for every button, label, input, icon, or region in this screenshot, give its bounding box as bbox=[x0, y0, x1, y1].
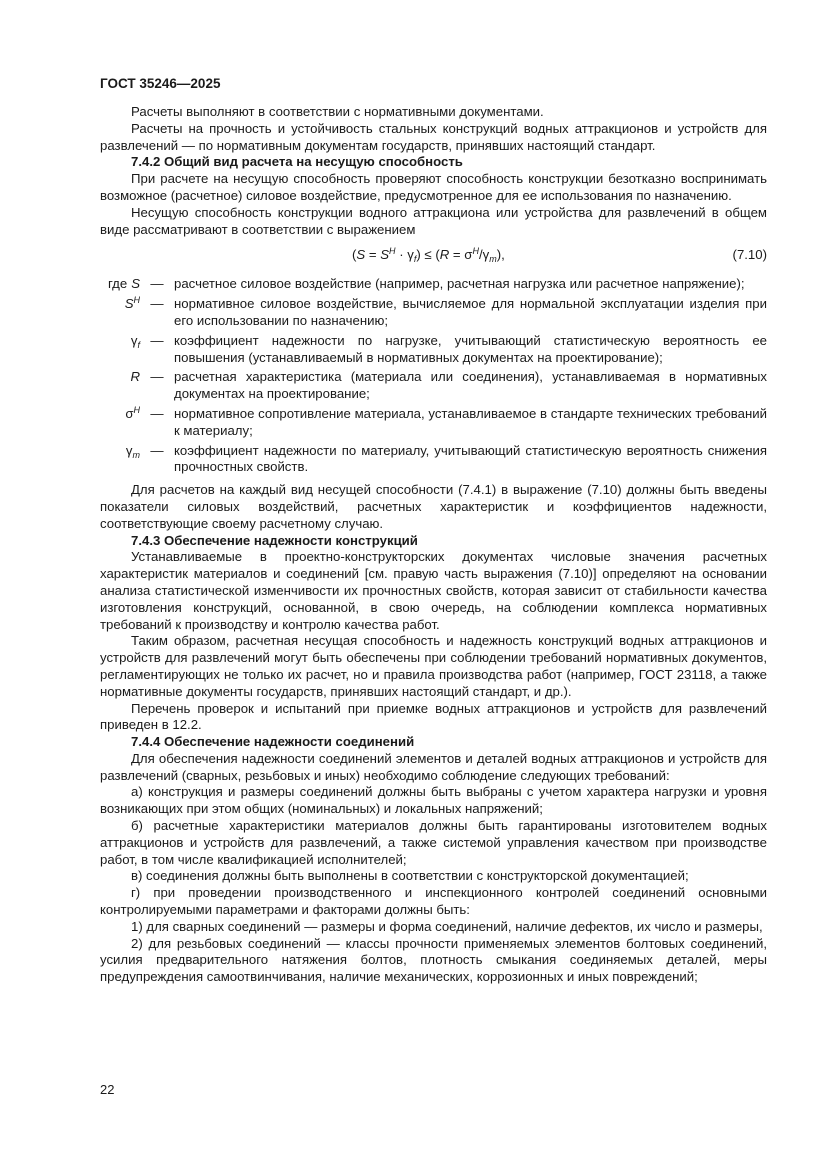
list-item: г) при проведении производственного и инспекционного контролей соединений основными контролируемыми параметрами и факторами должны быть: bbox=[100, 885, 767, 918]
definition-dash: — bbox=[150, 405, 164, 421]
symbol: γ bbox=[130, 332, 138, 348]
definition-dash: — bbox=[150, 332, 164, 348]
section-heading-7-4-3: 7.4.3 Обеспечение надежности конструкций bbox=[131, 532, 418, 548]
definition-dash: — bbox=[150, 442, 164, 458]
symbol: S bbox=[124, 296, 134, 312]
paragraph: Для обеспечения надежности соединений элементов и деталей водных аттракционов и устройств для развлечений (сварных, резьбовых и иных) необходимо соблюдение следующих требований: bbox=[100, 750, 767, 783]
paragraph: Для расчетов на каждый вид несущей способности (7.4.1) в выражение (7.10) должны быть введены показатели силовых воздействий, расчетных характеристик и коэффициентов надежности, соответствующие своему расчетному случаю. bbox=[100, 482, 767, 531]
symbol-definition-row bbox=[100, 296, 767, 330]
paragraph: Перечень проверок и испытаний при приемке водных аттракционов и устройств для развлечений приведен в 12.2. bbox=[100, 700, 767, 733]
paragraph: Устанавливаемые в проектно-конструкторских документах числовые значения расчетных характеристик материалов и соединений [см. правую часть выражения (7.10)] определяют на основании анализа статистической изменчивости их прочностных свойств, которая зависит от стабильности качества изготовления конструкций, основанной, в свою очередь, на соблюдении комплекса нормативных требований к производству и контролю качества работ. bbox=[100, 549, 767, 632]
paragraph: Несущую способность конструкции водного аттракциона или устройства для развлечений в общем виде рассматривают в соответствии с выражением bbox=[100, 204, 767, 237]
symbol-description: коэффициент надежности по нагрузке, учитывающий статистическую вероятность ее повышения (устанавливаемый в нормативных документах на проектирование); bbox=[174, 332, 767, 365]
formula-expression: $(S = S^H \cdot \gamma_f) \le (R = \sigma^H/\gamma_m)$, bbox=[352, 246, 505, 265]
section-heading-7-4-4: 7.4.4 Обеспечение надежности соединений bbox=[131, 734, 415, 750]
paragraph: При расчете на несущую способность проверяют способность конструкции безотказно воспринимать возможное (расчетное) силовое воздействие, предусмотренное для ее использования по назначению. bbox=[100, 171, 767, 203]
symbol-label bbox=[100, 333, 140, 367]
symbol-description: коэффициент надежности по материалу, учитывающий статистическую вероятность снижения прочностных свойств. bbox=[174, 442, 767, 475]
symbol-subscript: f bbox=[137, 339, 140, 350]
definition-dash: — bbox=[150, 369, 164, 385]
symbol: S bbox=[131, 276, 140, 292]
definition-dash: — bbox=[150, 296, 164, 312]
symbol-description: расчетное силовое воздействие (например, расчетная нагрузка или расчетное напряжение); bbox=[174, 276, 745, 292]
symbol-label bbox=[100, 406, 140, 440]
symbol-label bbox=[100, 296, 140, 330]
definition-dash: — bbox=[150, 276, 164, 292]
list-item: а) конструкция и размеры соединений должны быть выбраны с учетом характера нагрузки и уровня возникающих при этом общих (номинальных) и локальных напряжений; bbox=[100, 784, 767, 817]
symbol-definition-row bbox=[100, 369, 767, 403]
symbol-definition-row bbox=[100, 333, 767, 367]
list-item: в) соединения должны быть выполнены в соответствии с конструкторской документацией; bbox=[131, 868, 689, 884]
symbol-definition-row bbox=[100, 443, 767, 477]
symbol-label bbox=[100, 369, 140, 403]
paragraph: Расчеты выполняют в соответствии с нормативными документами. bbox=[131, 104, 544, 119]
symbol-definition-row bbox=[100, 276, 767, 293]
paragraph: Расчеты на прочность и устойчивость стальных конструкций водных аттракционов и устройств для развлечений — по нормативным документам государств, принявших настоящий стандарт. bbox=[100, 120, 767, 153]
paragraph: Таким образом, расчетная несущая способность и надежность конструкций водных аттракционов и устройств для развлечений могут быть обеспечены при соблюдении требований нормативных документов, регламентирующих не только их расчет, но и правила производства работ (например, ГОСТ 23118, а также нормативные документы государств, принявших настоящий стандарт, и др.). bbox=[100, 633, 767, 699]
symbol-superscript: H bbox=[133, 404, 140, 415]
symbol-definitions bbox=[100, 276, 767, 476]
page-number: 22 bbox=[100, 1082, 115, 1097]
list-item: б) расчетные характеристики материалов должны быть гарантированы изготовителем водных аттракционов и устройств для развлечений, а также системой управления качеством при производстве работ, в том числе квалификацией исполнителей; bbox=[100, 818, 767, 867]
symbol-superscript: H bbox=[133, 295, 140, 306]
symbol-label bbox=[100, 443, 140, 477]
document-id-header: ГОСТ 35246—2025 bbox=[100, 76, 221, 91]
symbol-definition-row bbox=[100, 406, 767, 440]
symbol: σ bbox=[125, 405, 134, 421]
symbol: R bbox=[130, 369, 140, 385]
symbol-description: расчетная характеристика (материала или соединения), устанавливаемая в нормативных документах на проектирование; bbox=[174, 369, 767, 402]
section-heading-7-4-2: 7.4.2 Общий вид расчета на несущую способность bbox=[131, 154, 463, 170]
list-item: 2) для резьбовых соединений — классы прочности применяемых элементов болтовых соединений, усилия предварительного натяжения болтов, плотность смыкания соединяемых деталей, меры предупреждения самоотвинчивания, наличие механических, коррозионных и иных повреждений; bbox=[100, 935, 767, 985]
formula-7-10 bbox=[100, 244, 767, 268]
formula-number: (7.10) bbox=[732, 247, 767, 263]
where-lead: где bbox=[107, 276, 128, 292]
symbol-description: нормативное сопротивление материала, устанавливаемое в стандарте технических требований к материалу; bbox=[174, 405, 767, 438]
document-body bbox=[100, 104, 767, 986]
symbol-subscript: m bbox=[132, 449, 140, 460]
symbol: γ bbox=[125, 442, 133, 458]
symbol-description: нормативное силовое воздействие, вычисляемое для нормальной эксплуатации изделия при его использовании по назначению; bbox=[174, 296, 767, 328]
list-item: 1) для сварных соединений — размеры и форма соединений, наличие дефектов, их число и размеры, bbox=[131, 918, 763, 934]
symbol-label bbox=[100, 276, 140, 293]
